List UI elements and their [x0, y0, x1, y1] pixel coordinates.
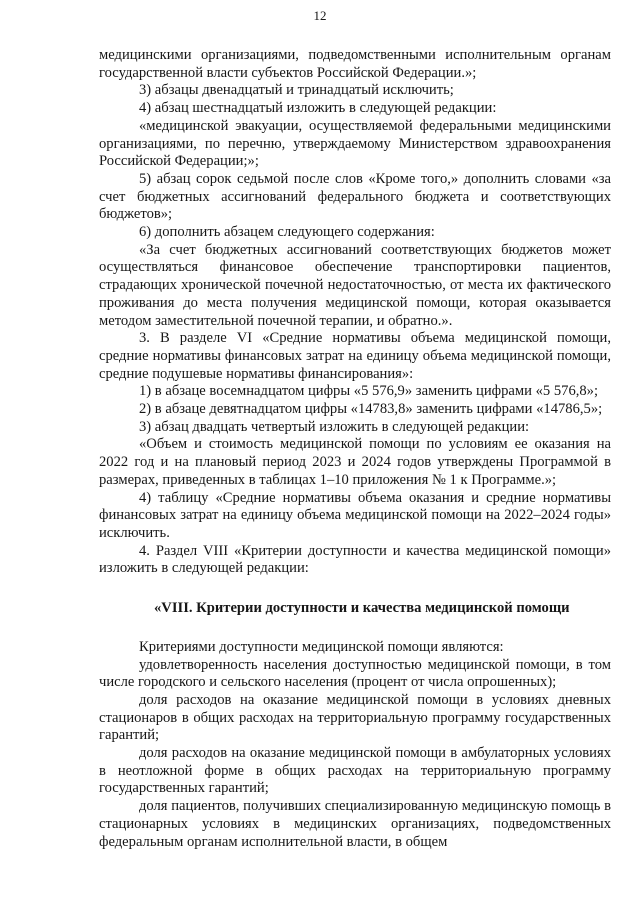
- paragraph: 4) таблицу «Средние нормативы объема оказания и средние нормативы финансовых затрат на единицу объема медицинской помощи на 2022–2024 годы» исключить.: [99, 489, 611, 541]
- paragraph: 6) дополнить абзацем следующего содержания:: [139, 224, 435, 241]
- paragraph: доля расходов на оказание медицинской помощи в условиях дневных стационаров в общих расходах на территориальную программу государственных гарантий;: [99, 691, 611, 744]
- paragraph: Критериями доступности медицинской помощи являются:: [139, 638, 504, 655]
- paragraph: доля расходов на оказание медицинской помощи в амбулаторных условиях в неотложной форме в общих расходах на территориальную программу государственных гарантий;: [99, 745, 611, 797]
- page-number: 12: [313, 8, 327, 23]
- paragraph: 4) абзац шестнадцатый изложить в следующей редакции:: [139, 100, 497, 117]
- section-heading: «VIII. Критерии доступности и качества медицинской помощи: [154, 600, 570, 617]
- paragraph: 4. Раздел VIII «Критерии доступности и качества медицинской помощи» изложить в следующей редакции:: [99, 542, 611, 577]
- paragraph: 5) абзац сорок седьмой после слов «Кроме того,» дополнить словами «за счет бюджетных ассигнований федерального бюджета и соответствующих бюджетов»;: [99, 170, 611, 223]
- document-body: [99, 47, 611, 851]
- paragraph: 3) абзац двадцать четвертый изложить в следующей редакции:: [139, 418, 530, 435]
- paragraph: 1) в абзаце восемнадцатом цифры «5 576,9» заменить цифрами «5 576,8»;: [139, 383, 599, 400]
- paragraph: «За счет бюджетных ассигнований соответствующих бюджетов может осуществляться финансовое обеспечение транспортировки пациентов, страдающих хронической почечной недостаточностью, от места их фактического проживания до места получения медицинской помощи, которая оказывается методом заместительной почечной терапии, и обратно.».: [99, 241, 611, 329]
- paragraph: доля пациентов, получивших специализированную медицинскую помощь в стационарных условиях в медицинских организациях, подведомственных федеральным органам исполнительной власти, в общем: [99, 798, 611, 850]
- paragraph: «Объем и стоимость медицинской помощи по условиям ее оказания на 2022 год и на плановый период 2023 и 2024 годов утверждены Программой в размерах, приведенных в таблицах 1–10 приложения № 1 к Программе.»;: [99, 436, 611, 488]
- paragraph: медицинскими организациями, подведомственными исполнительным органам государственной власти субъектов Российской Федерации.»;: [99, 47, 611, 81]
- paragraph: удовлетворенность населения доступностью медицинской помощи, в том числе городского и сельского населения (процент от числа опрошенных);: [99, 656, 611, 691]
- paragraph: 3) абзацы двенадцатый и тринадцатый исключить;: [139, 82, 454, 99]
- paragraph: 2) в абзаце девятнадцатом цифры «14783,8» заменить цифрами «14786,5»;: [139, 401, 603, 418]
- paragraph: 3. В разделе VI «Средние нормативы объема медицинской помощи, средние нормативы финансовых затрат на единицу объема медицинской помощи, средние подушевые нормативы финансирования»:: [99, 330, 611, 382]
- paragraph: «медицинской эвакуации, осуществляемой федеральными медицинскими организациями, по перечню, утверждаемому Министерством здравоохранения Российской Федерации;»;: [99, 117, 611, 170]
